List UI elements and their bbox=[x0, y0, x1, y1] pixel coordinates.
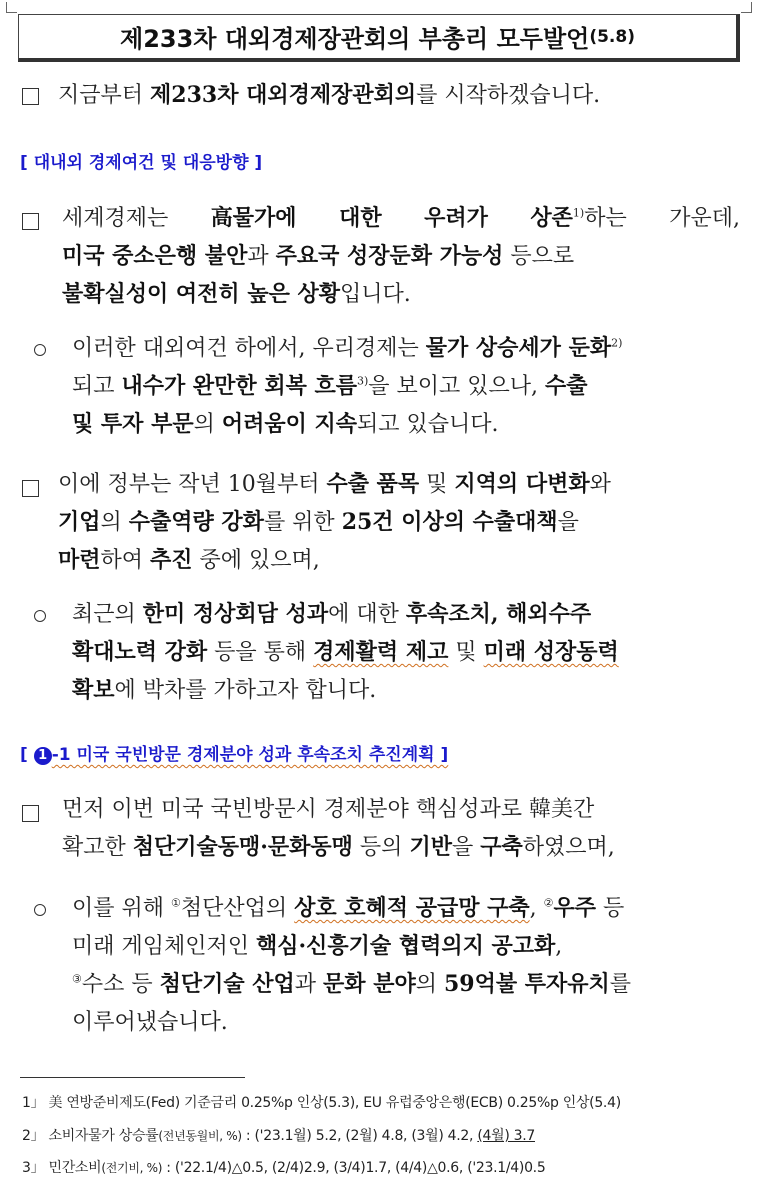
circle-bullet bbox=[34, 904, 46, 916]
section-heading-us-visit bbox=[20, 740, 448, 765]
span: 미래 성장동력 bbox=[483, 639, 619, 665]
p1-line1 bbox=[62, 201, 740, 232]
footnote-3 bbox=[22, 1157, 545, 1177]
checkbox-bullet bbox=[22, 213, 39, 230]
span: 먼저 이번 미국 국빈방문시 경제분야 핵심성과로 韓美간 bbox=[62, 797, 595, 822]
span: 및 bbox=[419, 472, 455, 497]
checkbox-bullet bbox=[22, 88, 39, 105]
span: 기업 bbox=[58, 509, 101, 535]
span: 를 bbox=[609, 972, 632, 997]
corner-mark-right bbox=[741, 2, 752, 13]
word-bold: 상존 bbox=[530, 205, 573, 231]
p6-line4 bbox=[72, 1005, 228, 1036]
word: 가운데, bbox=[669, 206, 740, 231]
footnote-1 bbox=[22, 1092, 621, 1112]
span: 수출 bbox=[545, 373, 588, 399]
footnote-2 bbox=[22, 1125, 535, 1145]
span: 중에 있으며, bbox=[192, 548, 320, 573]
span: 을 bbox=[557, 510, 579, 535]
circled-num: ③ bbox=[72, 972, 82, 986]
span: 25건 이상의 수출대책 bbox=[341, 509, 558, 535]
heading-text: -1 미국 국빈방문 경제분야 성과 후속조치 추진계획 ] bbox=[51, 745, 449, 765]
span: 이를 위해 bbox=[72, 896, 171, 921]
span: 등을 통해 bbox=[207, 640, 314, 665]
number-badge: 1 bbox=[34, 747, 52, 765]
span: 경제활력 제고 bbox=[313, 639, 449, 665]
span: 확고한 bbox=[62, 835, 133, 860]
span: 하였으며, bbox=[522, 835, 615, 860]
title-main: 제233차 대외경제장관회의 부총리 모두발언 bbox=[120, 25, 590, 53]
p2-line2 bbox=[72, 369, 588, 400]
span: 및 bbox=[448, 640, 484, 665]
span: 이러한 대외여건 하에서, 우리경제는 bbox=[72, 336, 426, 361]
span: 물가 상승세가 둔화 bbox=[425, 335, 612, 361]
word-tail: 하는 bbox=[584, 206, 627, 231]
span: 한미 정상회담 성과 bbox=[142, 601, 329, 627]
p2-line1 bbox=[72, 331, 622, 362]
span: 입니다. bbox=[340, 282, 411, 307]
circle-bullet bbox=[34, 610, 46, 622]
p1-line2 bbox=[62, 239, 574, 270]
word: 대한 bbox=[339, 205, 382, 231]
checkbox-bullet bbox=[22, 480, 39, 497]
span: 확대노력 강화 bbox=[72, 639, 208, 665]
circled-num: ① bbox=[171, 896, 181, 910]
intro-text: 지금부터 bbox=[58, 83, 151, 108]
span: 수소 등 bbox=[81, 972, 160, 997]
span: 59억불 투자유치 bbox=[443, 971, 610, 997]
span: 후속조치, 해외수주 bbox=[405, 601, 592, 627]
p3-line1 bbox=[58, 467, 611, 498]
span: 핵심·신흥기술 협력의지 공고화 bbox=[256, 933, 556, 959]
span: 첨단산업의 bbox=[180, 896, 295, 921]
word: 高물가에 bbox=[210, 205, 297, 231]
span: 과 bbox=[294, 972, 324, 997]
p4-line2 bbox=[72, 635, 619, 666]
word bbox=[530, 201, 626, 232]
span: 지역의 다변화 bbox=[454, 471, 590, 497]
footnote-ref-3: 3) bbox=[357, 374, 369, 388]
fn-num: 3」 bbox=[22, 1160, 45, 1176]
p4-line1 bbox=[72, 597, 591, 628]
span: 를 위한 bbox=[263, 510, 342, 535]
span: 하여 bbox=[100, 548, 151, 573]
span: 등의 bbox=[352, 835, 410, 860]
footnote-ref-1: 1) bbox=[572, 206, 585, 220]
fn-num: 1」 bbox=[22, 1095, 45, 1111]
span: 미래 게임체인저인 bbox=[72, 934, 257, 959]
intro-line bbox=[58, 78, 600, 109]
span: 및 투자 부문 bbox=[72, 411, 194, 437]
fn-text: 민간소비 bbox=[48, 1160, 102, 1176]
span: 의 bbox=[415, 972, 444, 997]
span: 추진 bbox=[150, 547, 193, 573]
p3-line3 bbox=[58, 543, 320, 574]
span: 기반 bbox=[409, 834, 452, 860]
word: 우려가 bbox=[424, 205, 488, 231]
checkbox-bullet bbox=[22, 805, 39, 822]
fn-text: : ('22.1/4)△0.5, (2/4)2.9, (3/4)1.7, (4/4)△0.6, ('23.1/4)0.5 bbox=[162, 1160, 546, 1176]
span: 첨단기술동맹·문화동맹 bbox=[132, 834, 353, 860]
span: 불확실성이 여전히 높은 상황 bbox=[62, 281, 341, 307]
span: 등 bbox=[596, 896, 625, 921]
fn-unit: (전기비, %) bbox=[101, 1161, 163, 1175]
fn-text: 美 연방준비제도(Fed) 기준금리 0.25%p 인상(5.3), EU 유럽중앙은행(ECB) 0.25%p 인상(5.4) bbox=[48, 1095, 621, 1111]
p3-line2 bbox=[58, 505, 579, 536]
span: , bbox=[529, 896, 544, 921]
bracket-open: [ bbox=[20, 745, 34, 765]
span: 의 bbox=[193, 412, 222, 437]
intro-meeting: 제233차 대외경제장관회의 bbox=[150, 82, 417, 108]
span: 의 bbox=[100, 510, 129, 535]
span: 와 bbox=[589, 472, 611, 497]
span: 수출 품목 bbox=[326, 471, 420, 497]
fn-num: 2」 bbox=[22, 1128, 45, 1144]
footnote-divider bbox=[20, 1077, 245, 1078]
circle-bullet bbox=[34, 344, 46, 356]
corner-mark-left bbox=[6, 2, 17, 13]
span: 이에 정부는 작년 10월부터 bbox=[58, 472, 327, 497]
span: 되고 있습니다. bbox=[357, 412, 499, 437]
span: 첨단기술 산업 bbox=[159, 971, 295, 997]
span: 과 bbox=[247, 244, 276, 269]
span: , bbox=[555, 934, 563, 959]
intro-text-end: 를 시작하겠습니다. bbox=[416, 83, 601, 108]
circled-num: ② bbox=[543, 896, 554, 910]
p6-line2 bbox=[72, 929, 562, 960]
span: 상호 호혜적 공급망 구축 bbox=[294, 895, 530, 921]
fn-text: : ('23.1월) 5.2, (2월) 4.8, (3월) 4.2, bbox=[241, 1128, 478, 1144]
fn-unit: (전년동월비, %) bbox=[158, 1129, 242, 1143]
p1-line3 bbox=[62, 277, 411, 308]
title-date: (5.8) bbox=[589, 26, 635, 47]
span: 내수가 완만한 회복 흐름 bbox=[121, 373, 357, 399]
span: 을 보이고 있으나, bbox=[368, 374, 546, 399]
span: 주요국 성장둔화 가능성 bbox=[275, 243, 504, 269]
word: 세계경제는 bbox=[62, 206, 169, 231]
footnote-ref-2: 2) bbox=[611, 336, 623, 350]
page-title bbox=[18, 14, 740, 62]
span: 최근의 bbox=[72, 602, 143, 627]
span: 등으로 bbox=[503, 244, 575, 269]
span: 에 대한 bbox=[328, 602, 406, 627]
p5-line2 bbox=[62, 830, 615, 861]
span: 이루어냈습니다. bbox=[72, 1010, 228, 1035]
section-heading-outlook: [ 대내외 경제여건 및 대응방향 ] bbox=[20, 153, 263, 173]
span: 구축 bbox=[480, 834, 523, 860]
p6-line1 bbox=[72, 891, 624, 922]
p6-line3 bbox=[72, 967, 631, 998]
span: 수출역량 강화 bbox=[128, 509, 264, 535]
fn-text-underlined: (4월) 3.7 bbox=[477, 1128, 535, 1144]
span: 되고 bbox=[72, 374, 122, 399]
span: 확보 bbox=[72, 677, 115, 703]
span: 을 bbox=[451, 835, 481, 860]
fn-text: 소비자물가 상승률 bbox=[48, 1128, 159, 1144]
p5-line1 bbox=[62, 792, 594, 823]
span: 우주 bbox=[553, 895, 597, 921]
span: 미국 중소은행 불안 bbox=[62, 243, 248, 269]
span: 문화 분야 bbox=[323, 971, 416, 997]
span: 에 박차를 가하고자 합니다. bbox=[114, 678, 377, 703]
p4-line3 bbox=[72, 673, 376, 704]
span: 어려움이 지속 bbox=[221, 411, 358, 437]
p2-line3 bbox=[72, 407, 499, 438]
span: 마련 bbox=[58, 547, 101, 573]
